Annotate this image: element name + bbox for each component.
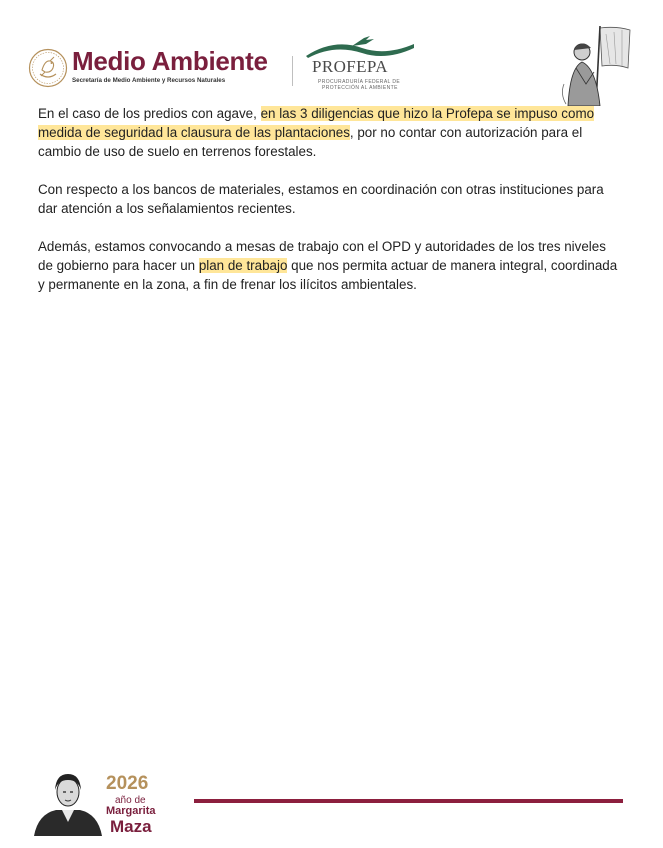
- highlighted-text: plan de trabajo: [198, 258, 288, 273]
- agency-title: Medio Ambiente: [72, 46, 268, 76]
- letterhead: [0, 0, 663, 110]
- profepa-subtitle-line2: PROTECCIÓN AL AMBIENTE: [322, 85, 398, 91]
- profepa-name: PROFEPA: [312, 57, 388, 76]
- margarita-maza-portrait-icon: [32, 770, 104, 836]
- footer-rule: [194, 799, 623, 803]
- footer-year: 2026: [106, 773, 149, 794]
- paragraph-1: En el caso de los predios con agave, en las 3 diligencias que hizo la Profepa se impuso como medida de seguridad la clausura de las plantaciones, por no contar con autorización para el cambio de uso de suelo en terrenos forestales.: [38, 106, 595, 159]
- woman-with-flag-illustration-icon: [556, 24, 636, 106]
- profepa-subtitle-line1: PROCURADURÍA FEDERAL DE: [318, 79, 401, 85]
- mexican-coat-of-arms-seal-icon: [28, 48, 68, 88]
- agency-subtitle: Secretaría de Medio Ambiente y Recursos Naturales: [72, 77, 226, 84]
- header-divider: [292, 56, 293, 86]
- footer-name-last: Maza: [110, 817, 152, 836]
- document-body: [38, 104, 623, 313]
- paragraph-2: Con respecto a los bancos de materiales, estamos en coordinación con otras instituciones para dar atención a los señalamientos recientes.: [38, 182, 604, 216]
- footer-ano-de: año de: [115, 795, 146, 806]
- highlighted-text: en las 3 diligencias que hizo la Profepa se impuso como medida de seguridad la clausura de las plantaciones: [38, 106, 595, 140]
- footer-name-first: Margarita: [106, 805, 156, 817]
- paragraph-3: Además, estamos convocando a mesas de trabajo con el OPD y autoridades de los tres niveles de gobierno para hacer un plan de trabajo que nos permita actuar de manera integral, coordinada y permanente en la zona, a fin de frenar los ilícitos ambientales.: [38, 239, 618, 292]
